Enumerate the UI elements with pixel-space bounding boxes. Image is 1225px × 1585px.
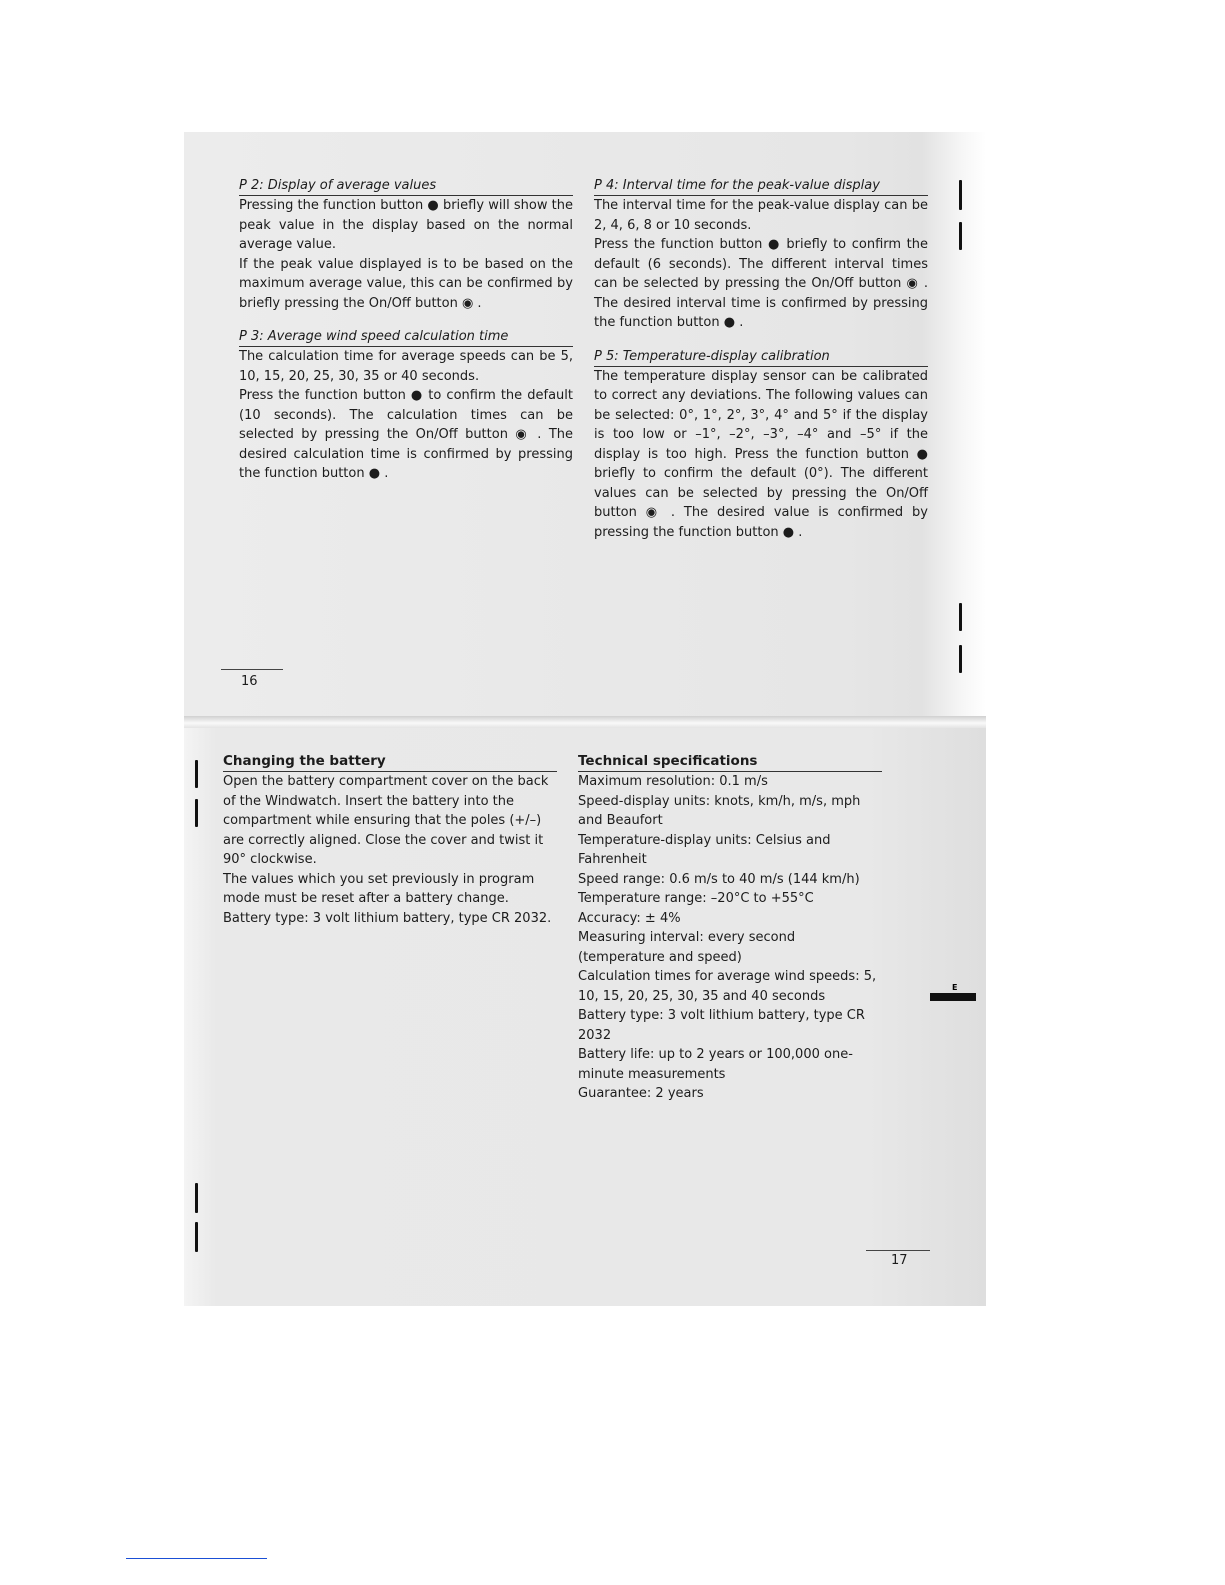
language-tab-letter: E [952, 983, 958, 992]
page-number: 16 [241, 674, 258, 689]
spec-line: Battery life: up to 2 years or 100,000 one-minute measurements [578, 1047, 853, 1082]
spec-line: Measuring interval: every second (temperature and speed) [578, 930, 796, 965]
binding-mark [195, 1222, 198, 1252]
page-number-rule [221, 669, 283, 670]
spec-line: Calculation times for average wind speeds: 5, 10, 15, 20, 25, 30, 35 and 40 seconds [578, 969, 877, 1004]
language-tab-marker [930, 993, 976, 1001]
section-heading: Changing the battery [223, 752, 557, 772]
paragraph: The temperature display sensor can be calibrated to correct any deviations. The following values can be selected: 0°, 1°, 2°, 3°, 4° and 5° if the display is too low or –1°, –2°, –3°, –4° and –5° if the display is too high. Press the function button ● briefly to confirm the default (0°). The different values can be selected by pressing the On/Off button ◉ . The desired value is confirmed by pressing the function button ● . [594, 368, 928, 540]
binding-mark [195, 760, 198, 788]
section-heading: P 5: Temperature-display calibration [594, 347, 928, 367]
binding-mark [959, 180, 962, 210]
section-heading: Technical specifications [578, 752, 882, 772]
binding-mark [959, 645, 962, 673]
binding-mark [959, 222, 962, 250]
paragraph: If the peak value displayed is to be based on the maximum average value, this can be confirmed by briefly pressing the On/Off button ◉ . [239, 256, 573, 311]
paragraph: Press the function button ● briefly to confirm the default (6 seconds). The different interval times can be selected by pressing the On/Off button ◉ . The desired interval time is confirmed by pressing the function button ● . [594, 237, 928, 330]
page16-left-column [239, 176, 573, 484]
section-p3 [239, 327, 573, 484]
page16-right-column [594, 176, 928, 542]
section-p5 [594, 347, 928, 543]
binding-mark [195, 1183, 198, 1213]
spec-line: Temperature-display units: Celsius and Fahrenheit [578, 832, 831, 867]
spec-line: Battery type: 3 volt lithium battery, type CR 2032 [578, 1008, 865, 1043]
page-number: 17 [891, 1253, 908, 1268]
paragraph: The calculation time for average speeds can be 5, 10, 15, 20, 25, 30, 35 or 40 seconds. [239, 349, 573, 384]
paragraph: Battery type: 3 volt lithium battery, type CR 2032. [223, 910, 552, 926]
section-heading: P 3: Average wind speed calculation time [239, 327, 573, 347]
paragraph: The interval time for the peak-value display can be 2, 4, 6, 8 or 10 seconds. [594, 198, 928, 233]
page-number-rule [866, 1250, 930, 1251]
spec-line: Speed-display units: knots, km/h, m/s, mph and Beaufort [578, 793, 861, 828]
section-p2 [239, 176, 573, 313]
section-p4 [594, 176, 928, 333]
footnote-rule [126, 1558, 267, 1559]
spec-line: Temperature range: –20°C to +55°C [578, 891, 814, 906]
spec-line: Maximum resolution: 0.1 m/s [578, 774, 768, 789]
spec-line: Accuracy: ± 4% [578, 910, 681, 926]
section-heading: P 2: Display of average values [239, 176, 573, 196]
spec-line: Guarantee: 2 years [578, 1086, 704, 1101]
binding-mark [195, 799, 198, 827]
binding-mark [959, 603, 962, 631]
paragraph: Open the battery compartment cover on the back of the Windwatch. Insert the battery into the compartment while ensuring that the poles (+/–) are correctly aligned. Close the cover and twist it 90° clockwise. [223, 774, 549, 867]
paragraph: Pressing the function button ● briefly will show the peak value in the display based on the normal average value. [239, 198, 573, 252]
page17-left-column [223, 752, 557, 928]
paragraph: Press the function button ● to confirm the default (10 seconds). The calculation times can be selected by pressing the On/Off button ◉ . The desired calculation time is confirmed by pressing the function button ● . [239, 388, 573, 481]
section-heading: P 4: Interval time for the peak-value display [594, 176, 928, 196]
page17-right-column [578, 752, 882, 1104]
paragraph: The values which you set previously in program mode must be reset after a battery change. [223, 871, 535, 906]
spec-line: Speed range: 0.6 m/s to 40 m/s (144 km/h) [578, 871, 860, 887]
